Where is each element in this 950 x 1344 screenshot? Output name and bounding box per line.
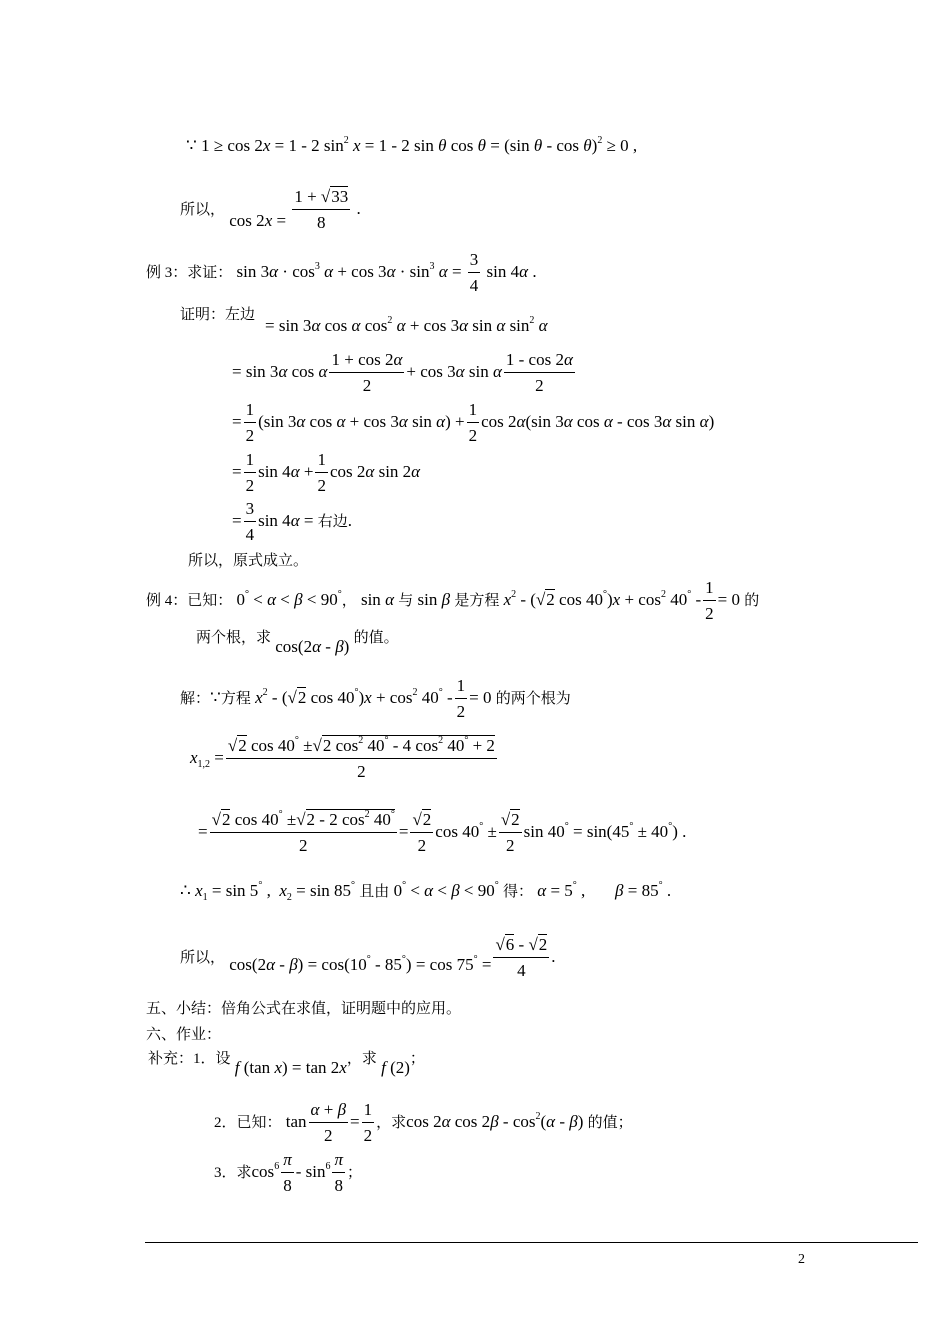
example-3: 例 3：求证： $\sin 3\alpha \cdot \cos^3 \alpha + \cos 3\alpha \cdot \sin^3 \alpha$ = $\frac{3}{4}$ sin 4α . — [146, 250, 537, 295]
because-symbol: ∵ — [186, 136, 197, 155]
homework-item-1: 补充：1．设 f (tan x) = tan 2x，求 f (2)； — [148, 1051, 425, 1077]
proof-step-1: = sin 3α cos α $\cos^2 \alpha + \cos 3\alpha$ sin α $\sin^2 \alpha$ — [265, 315, 548, 335]
solution-roots: $x_{1,2}$ = $\frac{√2 \cos 40^\circ \pm√2 \cos^2 40^\circ - 4 \cos^2 40^\circ + 2}{2}$ — [190, 735, 495, 781]
proof-start — [180, 303, 255, 326]
solution-values: ∴ $x_1 = \sin 5^\circ$ , $x_2 = \sin 85^\circ$ 且由 0° < α < β < 90° 得： α = 5° , β = 85° . — [180, 880, 672, 903]
solution-roots-2: = $\frac{√2 \cos 40^\circ \pm√2 - 2 \cos^2 40^\circ}{2}$ = $\frac{√2}{2}$ cos 40° ± $\frac{√2}{2}$ sin 40° = sin(45° ± 40°) . — [198, 809, 687, 855]
homework-item-2: 2．已知： tan $\frac{\alpha + \beta}{2}$ = $\frac{1}{2}$ ，求cos 2α $\cos 2\beta - \cos^2(\alpha - \beta)$ 的值； — [214, 1100, 633, 1145]
proof-step-5: = $\frac{3}{4}$ sin 4α = 右边. — [232, 499, 352, 544]
homework-item-3: 3．求$\cos^6$ $\frac{\pi}{8}$ - $\sin^6$ $\frac{\pi}{8}$ ； — [214, 1150, 363, 1195]
homework-heading: 六、作业： — [146, 1027, 222, 1043]
proof-step-4: = $\frac{1}{2}$ sin 4α + $\frac{1}{2}$ cos 2α sin 2α — [232, 450, 421, 495]
example-4-label: 例 4：已知： — [146, 592, 233, 609]
example-3-label: 例 3：求证： — [146, 264, 233, 281]
statement-holds: 所以，原式成立。 — [188, 553, 309, 569]
solution-result: 所以， cos(2α - β) = cos(10° - 85°) = cos 75° = $\frac{√6 - √2}{4}$ . — [180, 935, 556, 980]
summary: 五、小结：倍角公式在求值，证明题中的应用。 — [146, 1001, 462, 1017]
right-side-label: 右边 — [317, 513, 348, 530]
example-4: 例 4：已知： 0° < α < β < 90°， sin α 与 sin β 是方程 $x^2 - (√2$ $\cos 40^\circ)x + \cos^2 40^\circ$ - $\frac{1}{2}$ = 0 的 — [146, 578, 760, 623]
page-number: 2 — [798, 1252, 805, 1267]
left-side-label: 左边 — [225, 307, 256, 323]
example-4-line-2: 两个根，求 cos(2α - β) 的值。 — [196, 630, 399, 656]
footer-rule — [145, 1242, 918, 1243]
so-label: 所以， — [180, 201, 226, 218]
proof-line-1: ∵ 1 ≥ cos 2x = 1 - 2 $\sin^2 x = 1 - 2$ sin θ cos θ = (sin θ - cos θ)$^2$ ≥ 0 , — [186, 135, 638, 155]
proof-label: 证明： — [180, 307, 226, 323]
result-line: 所以， cos 2x = $\frac{1 + √33}{8}$ . — [180, 187, 361, 232]
proof-step-3: = $\frac{1}{2}$ (sin 3α cos α + cos 3α sin α) + $\frac{1}{2}$ cos 2α(sin 3α cos α - cos 3α sin α) — [232, 400, 715, 445]
proof-step-2: = sin 3α cos α $\frac{1 + \cos 2\alpha}{2}$ + cos 3α sin α $\frac{1 - \cos 2\alpha}{2}$ — [232, 350, 573, 395]
solution-line-1: 解：∵方程 $x^2 - (√2$ $\cos 40^\circ)x + \cos^2 40^\circ$ - $\frac{1}{2}$ = 0 的两个根为 — [180, 676, 571, 721]
